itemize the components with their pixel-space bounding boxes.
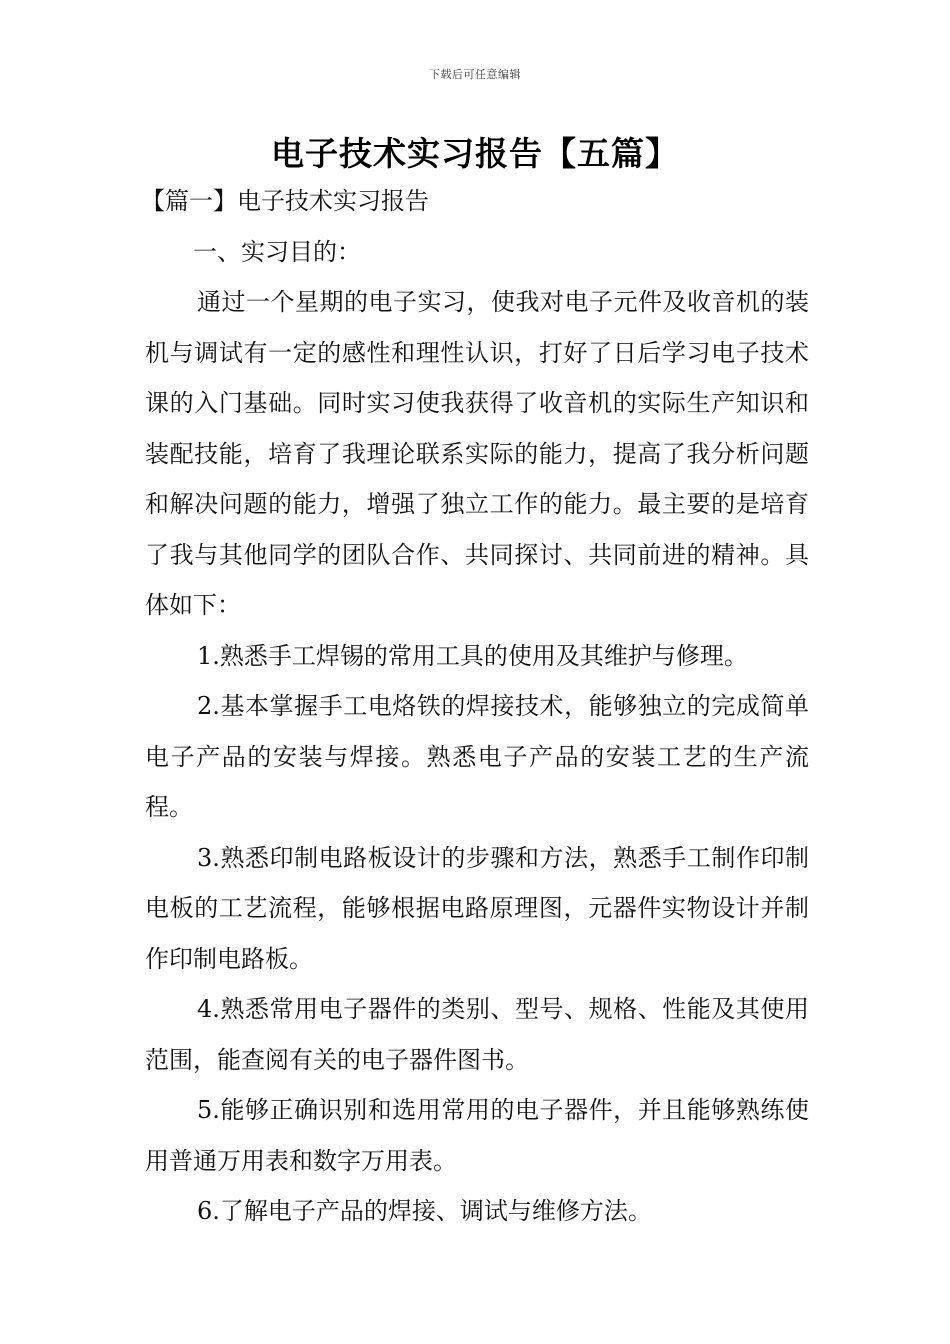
section-heading: 【篇一】电子技术实习报告 [141, 187, 429, 215]
list-item: 1.熟悉手工焊锡的常用工具的使用及其维护与修理。 [197, 641, 748, 670]
header-note: 下载后可任意编辑 [429, 68, 521, 81]
list-item: 5.能够正确识别和选用常用的电子器件，并且能够熟练使用普通万用表和数字万用表。 [145, 1096, 809, 1175]
part-heading: 一、实习目的： [193, 237, 361, 266]
intro-paragraph: 通过一个星期的电子实习，使我对电子元件及收音机的装机与调试有一定的感性和理性认识，打好了日后学习电子技术课的入门基础。同时实习使我获得了收音机的实际生产知识和装配技能，培育了我理论联系实际的能力，提高了我分析问题和解决问题的能力，增强了独立工作的能力。最主要的是培育了我与其他同学的团队合作、共同探讨、共同前进的精神。具体如下： [145, 288, 809, 619]
list-item: 6.了解电子产品的焊接、调试与维修方法。 [197, 1197, 652, 1225]
list-item: 4.熟悉常用电子器件的类别、型号、规格、性能及其使用范围，能查阅有关的电子器件图书。 [145, 995, 809, 1074]
document-body [141, 176, 809, 1237]
list-item: 2.基本掌握手工电烙铁的焊接技术，能够独立的完成简单电子产品的安装与焊接。熟悉电子产品的安装工艺的生产流程。 [145, 692, 809, 821]
list-item: 3.熟悉印制电路板设计的步骤和方法，熟悉手工制作印制电板的工艺流程，能够根据电路原理图，元器件实物设计并制作印制电路板。 [145, 843, 809, 973]
document-title: 电子技术实习报告【五篇】 [271, 134, 679, 173]
